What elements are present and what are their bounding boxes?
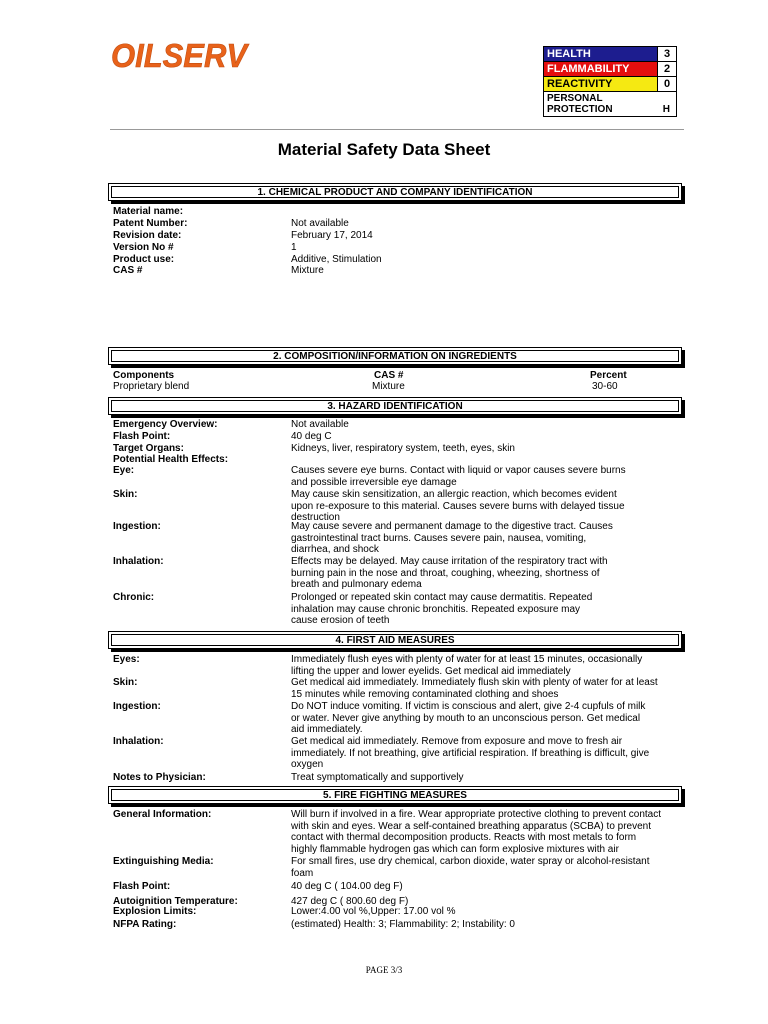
fire-line: highly flammable hydrogen gas which can form explosive mixtures with air bbox=[291, 843, 619, 855]
hmis-flammability-label: FLAMMABILITY bbox=[544, 62, 658, 77]
id-value: February 17, 2014 bbox=[291, 230, 373, 241]
hazard-line: upon re-exposure to this material. Causes severe burns with delayed tissue bbox=[291, 500, 625, 512]
hmis-health-label: HEALTH bbox=[544, 47, 658, 62]
page-title: Material Safety Data Sheet bbox=[277, 140, 491, 159]
hazard-value bbox=[291, 592, 666, 627]
id-label: CAS # bbox=[113, 265, 143, 276]
first-aid-value bbox=[291, 677, 666, 700]
id-value: Not available bbox=[291, 218, 349, 229]
page-number: PAGE 3/3 bbox=[365, 965, 403, 975]
hazard-label: Ingestion: bbox=[113, 521, 161, 532]
hazard-line: Prolonged or repeated skin contact may cause dermatitis. Repeated bbox=[291, 592, 593, 603]
section-header-1: 1. CHEMICAL PRODUCT AND COMPANY IDENTIFICATION bbox=[108, 183, 682, 201]
first-aid-label: Ingestion: bbox=[113, 701, 161, 712]
fire-line: foam bbox=[291, 867, 314, 879]
first-aid-line: or water. Never give anything by mouth to an unconscious person. Get medical bbox=[291, 712, 641, 724]
fire-label: General Information: bbox=[113, 809, 212, 820]
composition-header-percent: Percent bbox=[590, 370, 627, 381]
hazard-label: Inhalation: bbox=[113, 556, 164, 567]
first-aid-value bbox=[291, 701, 666, 736]
hazard-value bbox=[291, 443, 666, 455]
fire-value bbox=[291, 919, 666, 931]
fire-line: 427 deg C ( 800.60 deg F) bbox=[291, 896, 409, 907]
hazard-line: Not available bbox=[291, 419, 349, 430]
first-aid-label: Notes to Physician: bbox=[113, 772, 206, 783]
hazard-line: May cause skin sensitization, an allergic reaction, which becomes evident bbox=[291, 489, 617, 500]
hazard-label: Skin: bbox=[113, 489, 138, 500]
fire-label: Autoignition Temperature: bbox=[113, 896, 238, 907]
id-label: Version No # bbox=[113, 242, 174, 253]
hmis-row-flammability bbox=[544, 62, 677, 77]
hazard-line: destruction bbox=[291, 512, 340, 524]
hazard-value bbox=[291, 465, 666, 488]
section-header-4: 4. FIRST AID MEASURES bbox=[108, 631, 682, 649]
first-aid-line: Do NOT induce vomiting. If victim is conscious and alert, give 2-4 cupfuls of milk bbox=[291, 701, 646, 712]
fire-value bbox=[291, 809, 666, 855]
first-aid-line: immediately. If not breathing, give artificial respiration. If breathing is difficult, give bbox=[291, 747, 650, 759]
hazard-line: gastrointestinal tract burns. Causes severe pain, nausea, vomiting, bbox=[291, 532, 587, 544]
composition-percent: 30-60 bbox=[592, 381, 618, 392]
hazard-line: Effects may be delayed. May cause irritation of the respiratory tract with bbox=[291, 556, 608, 567]
fire-label: NFPA Rating: bbox=[113, 919, 177, 930]
fire-line: Will burn if involved in a fire. Wear appropriate protective clothing to prevent contact bbox=[291, 809, 661, 820]
composition-header-components: Components bbox=[113, 370, 175, 381]
header-divider bbox=[110, 129, 684, 130]
hazard-label: Eye: bbox=[113, 465, 135, 476]
id-label: Patent Number: bbox=[113, 218, 188, 229]
hmis-row-health bbox=[544, 47, 677, 62]
logo-text: OILSERV bbox=[111, 38, 250, 72]
first-aid-label: Eyes: bbox=[113, 654, 140, 665]
composition-header-cas: CAS # bbox=[374, 370, 404, 381]
oilserv-logo bbox=[110, 38, 250, 72]
fire-line: contact with thermal decomposition products. Reacts with most metals to form bbox=[291, 832, 637, 844]
fire-value bbox=[291, 881, 666, 893]
hazard-line: 40 deg C bbox=[291, 431, 332, 442]
hazard-label: Target Organs: bbox=[113, 443, 184, 454]
hmis-personal-line2-wrap bbox=[547, 104, 673, 115]
hazard-line: and possible irreversible eye damage bbox=[291, 476, 457, 488]
hazard-value bbox=[291, 556, 666, 591]
hmis-reactivity-label: REACTIVITY bbox=[544, 77, 658, 92]
first-aid-line: oxygen bbox=[291, 759, 324, 771]
hmis-flammability-value: 2 bbox=[658, 62, 677, 77]
section-header-3: 3. HAZARD IDENTIFICATION bbox=[108, 397, 682, 415]
hazard-value bbox=[291, 489, 666, 524]
hmis-personal-line2: PROTECTION bbox=[547, 104, 613, 115]
id-label: Product use: bbox=[113, 254, 175, 265]
composition-cas: Mixture bbox=[372, 381, 405, 392]
fire-label: Extinguishing Media: bbox=[113, 856, 214, 867]
first-aid-line: lifting the upper and lower eyelids. Get medical aid immediately bbox=[291, 665, 571, 677]
hazard-line: breath and pulmonary edema bbox=[291, 579, 422, 591]
hazard-label: Chronic: bbox=[113, 592, 155, 603]
hazard-label: Potential Health Effects: bbox=[113, 454, 229, 465]
hmis-row-personal-protection bbox=[544, 92, 677, 117]
fire-label: Flash Point: bbox=[113, 881, 171, 892]
first-aid-line: 15 minutes while removing contaminated clothing and shoes bbox=[291, 688, 559, 700]
hmis-row-reactivity bbox=[544, 77, 677, 92]
first-aid-value bbox=[291, 654, 666, 677]
hmis-personal-protection-cell bbox=[544, 92, 677, 117]
section-header-5: 5. FIRE FIGHTING MEASURES bbox=[108, 786, 682, 804]
first-aid-value bbox=[291, 772, 666, 784]
hazard-label: Emergency Overview: bbox=[113, 419, 218, 430]
hmis-reactivity-value: 0 bbox=[658, 77, 677, 92]
hazard-line: Kidneys, liver, respiratory system, teeth, eyes, skin bbox=[291, 443, 515, 454]
id-value: Mixture bbox=[291, 265, 324, 276]
hazard-value bbox=[291, 521, 666, 556]
id-label: Material name: bbox=[113, 206, 184, 217]
first-aid-value bbox=[291, 736, 666, 771]
hmis-personal-line1: PERSONAL bbox=[547, 93, 603, 104]
fire-line: (estimated) Health: 3; Flammability: 2; Instability: 0 bbox=[291, 919, 515, 930]
hazard-line: burning pain in the nose and throat, coughing, wheezing, shortness of bbox=[291, 567, 600, 579]
fire-value bbox=[291, 906, 666, 918]
fire-line: For small fires, use dry chemical, carbon dioxide, water spray or alcohol-resistant bbox=[291, 856, 650, 867]
hazard-value bbox=[291, 419, 666, 431]
hmis-personal-value: H bbox=[662, 104, 670, 115]
first-aid-line: Get medical aid immediately. Immediately flush skin with plenty of water for at least bbox=[291, 677, 658, 688]
hazard-label: Flash Point: bbox=[113, 431, 171, 442]
id-label: Revision date: bbox=[113, 230, 182, 241]
hazard-line: May cause severe and permanent damage to the digestive tract. Causes bbox=[291, 521, 613, 532]
id-value: 1 bbox=[291, 242, 297, 253]
id-value: Additive, Stimulation bbox=[291, 254, 382, 265]
composition-components: Proprietary blend bbox=[113, 381, 190, 392]
first-aid-label: Skin: bbox=[113, 677, 138, 688]
first-aid-label: Inhalation: bbox=[113, 736, 164, 747]
first-aid-line: Get medical aid immediately. Remove from exposure and move to fresh air bbox=[291, 736, 623, 747]
fire-line: with skin and eyes. Wear a self-contained breathing apparatus (SCBA) to prevent bbox=[291, 820, 652, 832]
fire-value bbox=[291, 856, 666, 879]
hazard-value bbox=[291, 431, 666, 443]
first-aid-line: Treat symptomatically and supportively bbox=[291, 772, 464, 783]
hazard-line: diarrhea, and shock bbox=[291, 544, 379, 556]
fire-label: Explosion Limits: bbox=[113, 906, 197, 917]
fire-line: Lower:4.00 vol %,Upper: 17.00 vol % bbox=[291, 906, 456, 917]
hazard-line: inhalation may cause chronic bronchitis. Repeated exposure may bbox=[291, 603, 581, 615]
hmis-health-value: 3 bbox=[658, 47, 677, 62]
hazard-line: Causes severe eye burns. Contact with liquid or vapor causes severe burns bbox=[291, 465, 626, 476]
hmis-rating-table bbox=[543, 46, 677, 117]
first-aid-line: Immediately flush eyes with plenty of water for at least 15 minutes, occasionally bbox=[291, 654, 643, 665]
fire-line: 40 deg C ( 104.00 deg F) bbox=[291, 881, 403, 892]
section-header-2: 2. COMPOSITION/INFORMATION ON INGREDIENTS bbox=[108, 347, 682, 365]
first-aid-line: aid immediately. bbox=[291, 724, 363, 736]
hazard-line: cause erosion of teeth bbox=[291, 615, 390, 627]
